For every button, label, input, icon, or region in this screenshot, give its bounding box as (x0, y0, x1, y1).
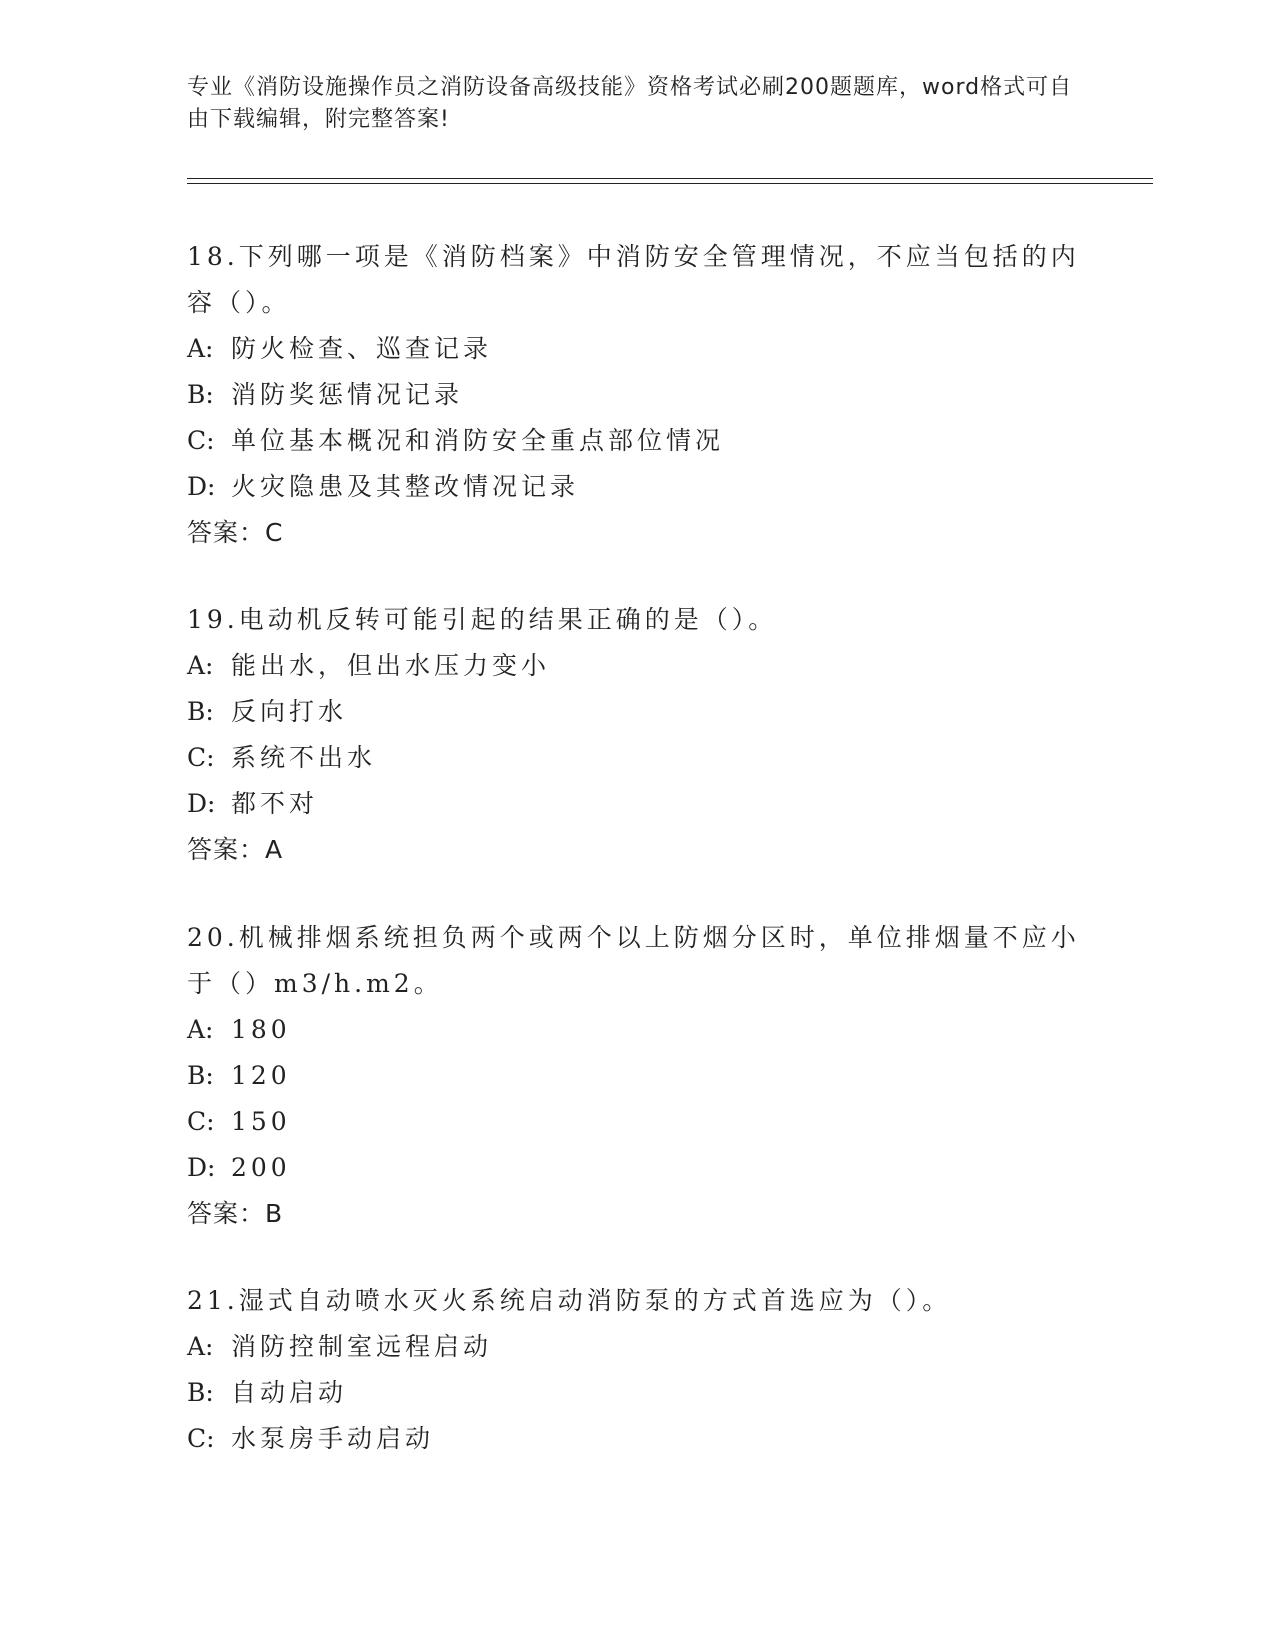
option-key: A: (187, 334, 214, 363)
option-text: 反向打水 (231, 697, 348, 726)
option-key: B: (187, 380, 214, 409)
option-a (187, 643, 1087, 689)
question-20 (187, 915, 1087, 1237)
question-stem: 18.下列哪一项是《消防档案》中消防安全管理情况，不应当包括的内容（）。 (187, 242, 1080, 317)
option-b (187, 1053, 1087, 1099)
option-a (187, 1324, 1087, 1370)
option-key: D: (187, 789, 216, 818)
option-b (187, 372, 1087, 418)
option-key: B: (187, 697, 214, 726)
option-text: 自动启动 (231, 1378, 348, 1407)
option-key: A: (187, 1015, 214, 1044)
option-text: 系统不出水 (231, 743, 377, 772)
question-19 (187, 597, 1087, 873)
option-c (187, 735, 1087, 781)
option-key: D: (187, 1153, 216, 1182)
question-21 (187, 1278, 1087, 1462)
option-text: 水泵房手动启动 (231, 1424, 435, 1453)
question-stem: 19.电动机反转可能引起的结果正确的是（）。 (187, 605, 778, 634)
header-divider-top (187, 178, 1153, 179)
question-stem: 20.机械排烟系统担负两个或两个以上防烟分区时，单位排烟量不应小于（）m3/h.m2。 (187, 923, 1080, 998)
answer-line: 答案：A (187, 835, 284, 864)
option-key: A: (187, 651, 214, 680)
option-text: 单位基本概况和消防安全重点部位情况 (231, 426, 725, 455)
question-18 (187, 234, 1087, 556)
answer-line: 答案：C (187, 518, 284, 547)
option-a (187, 1007, 1087, 1053)
option-c (187, 418, 1087, 464)
option-text: 150 (231, 1107, 291, 1136)
document-header: 专业《消防设施操作员之消防设备高级技能》资格考试必刷200题题库，word格式可自由下载编辑，附完整答案! (187, 75, 1073, 132)
option-text: 消防控制室远程启动 (231, 1332, 493, 1361)
option-a (187, 326, 1087, 372)
option-b (187, 1370, 1087, 1416)
question-stem: 21.湿式自动喷水灭火系统启动消防泵的方式首选应为（）。 (187, 1286, 952, 1315)
option-key: C: (187, 426, 215, 455)
option-d (187, 1145, 1087, 1191)
option-d (187, 781, 1087, 827)
header-divider-bottom (187, 183, 1153, 184)
option-d (187, 464, 1087, 510)
option-text: 火灾隐患及其整改情况记录 (231, 472, 580, 501)
option-text: 120 (231, 1061, 291, 1090)
option-c (187, 1416, 1087, 1462)
option-text: 防火检查、巡查记录 (231, 334, 493, 363)
option-b (187, 689, 1087, 735)
option-key: C: (187, 1107, 215, 1136)
option-key: B: (187, 1378, 214, 1407)
option-c (187, 1099, 1087, 1145)
option-key: A: (187, 1332, 214, 1361)
option-key: B: (187, 1061, 214, 1090)
option-key: D: (187, 472, 216, 501)
option-text: 都不对 (231, 789, 319, 818)
option-text: 200 (231, 1153, 291, 1182)
option-text: 180 (231, 1015, 291, 1044)
answer-line: 答案：B (187, 1199, 284, 1228)
option-key: C: (187, 743, 215, 772)
option-key: C: (187, 1424, 215, 1453)
option-text: 能出水，但出水压力变小 (231, 651, 551, 680)
option-text: 消防奖惩情况记录 (231, 380, 464, 409)
